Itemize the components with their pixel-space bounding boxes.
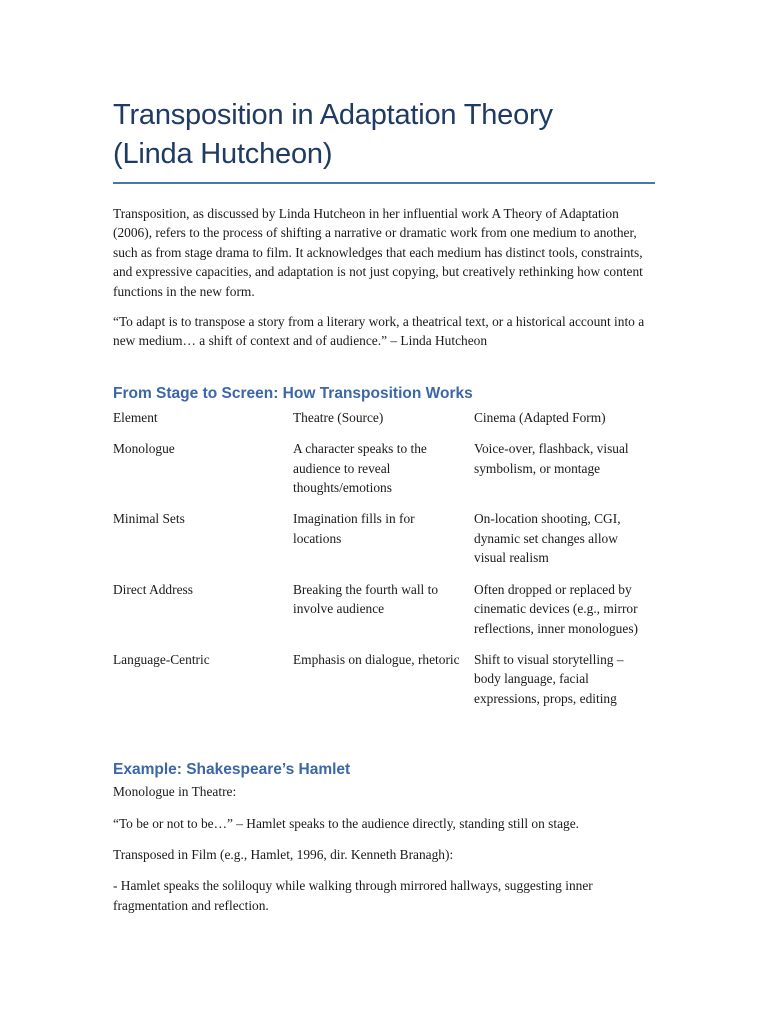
table-cell-element	[113, 650, 293, 720]
hutcheon-quote: “To adapt is to transpose a story from a literary work, a theatrical text, or a historical account into a new medium… a shift of context and of audience.” – Linda Hutcheon	[113, 314, 645, 349]
section-heading-hamlet-example: Example: Shakespeare’s Hamlet	[113, 761, 351, 779]
cell-text: Voice-over, flashback, visual symbolism, or montage	[474, 441, 629, 476]
title-line-1: Transposition in Adaptation Theory	[113, 99, 553, 131]
cell-text: Shift to visual storytelling – body language, facial expressions, props, editing	[474, 651, 624, 706]
column-header-element: Element	[113, 409, 158, 425]
table-cell-cinema	[474, 439, 655, 509]
table-cell-theatre	[293, 509, 474, 579]
intro-paragraph: Transposition, as discussed by Linda Hutcheon in her influential work A Theory of Adaptation (2006), refers to the process of shifting a narrative or dramatic work from one medium to another, such as from stage drama to film. It acknowledges that each medium has distinct tools, constraints, and expressive capacities, and adaptation is not just copying, but creatively rethinking how content functions in the new form.	[113, 206, 643, 299]
cell-text: Imagination fills in for locations	[293, 511, 415, 546]
cell-text: Language-Centric	[113, 651, 210, 667]
table-header-row	[113, 408, 655, 439]
hamlet-quote-line: “To be or not to be…” – Hamlet speaks to the audience directly, standing still on stage.	[113, 815, 579, 831]
hamlet-monologue-label: Monologue in Theatre:	[113, 784, 237, 800]
cell-text: Emphasis on dialogue, rhetoric	[293, 651, 460, 667]
hamlet-film-description: - Hamlet speaks the soliloquy while walking through mirrored hallways, suggesting inner fragmentation and reflection.	[113, 878, 593, 913]
transposition-table	[113, 408, 655, 720]
hamlet-film-label: Transposed in Film (e.g., Hamlet, 1996, dir. Kenneth Branagh):	[113, 846, 454, 862]
table-cell-theatre	[293, 580, 474, 650]
cell-text: On-location shooting, CGI, dynamic set changes allow visual realism	[474, 511, 621, 566]
table-cell-element	[113, 439, 293, 509]
section-heading-stage-to-screen: From Stage to Screen: How Transposition Works	[113, 384, 473, 402]
cell-text: Often dropped or replaced by cinematic devices (e.g., mirror reflections, inner monologues)	[474, 581, 638, 636]
column-header-theatre: Theatre (Source)	[293, 409, 384, 425]
table-cell-element	[113, 580, 293, 650]
cell-text: Breaking the fourth wall to involve audience	[293, 581, 439, 617]
table-cell-theatre	[293, 439, 474, 509]
cell-text: Minimal Sets	[113, 511, 185, 527]
document-page	[113, 96, 655, 915]
column-header-cinema: Cinema (Adapted Form)	[474, 409, 606, 425]
table-row	[113, 509, 655, 579]
table-cell-cinema	[474, 580, 655, 650]
table-cell-cinema	[474, 509, 655, 579]
cell-text: Monologue	[113, 441, 175, 457]
table-cell-element	[113, 509, 293, 579]
cell-text: A character speaks to the audience to reveal thoughts/emotions	[293, 441, 427, 496]
table-row	[113, 580, 655, 650]
table-cell-theatre	[293, 650, 474, 720]
table-row	[113, 439, 655, 509]
cell-text: Direct Address	[113, 581, 193, 597]
table-cell-cinema	[474, 650, 655, 720]
title-underline	[113, 182, 655, 184]
title-line-2: (Linda Hutcheon)	[113, 138, 333, 170]
document-title	[113, 96, 655, 174]
table-row	[113, 650, 655, 720]
